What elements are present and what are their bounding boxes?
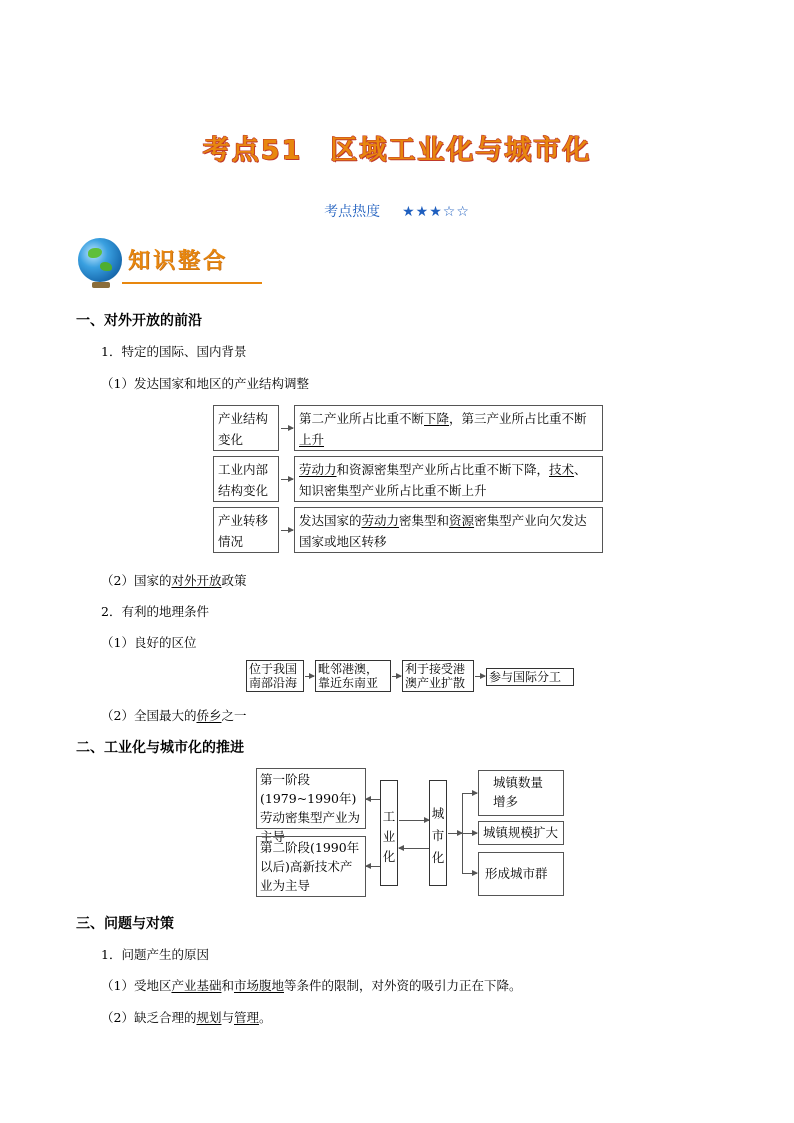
page-title bbox=[0, 128, 794, 167]
heat-stars: ★★★☆☆ bbox=[402, 204, 470, 220]
row3-content: 发达国家的劳动力密集型和资源密集型产业向欠发达国家或地区转移 bbox=[294, 507, 603, 553]
banner-underline bbox=[122, 282, 262, 284]
branch-arrow-3 bbox=[462, 873, 477, 874]
s1-sub1-1: （1）发达国家和地区的产业结构调整 bbox=[101, 376, 309, 391]
result-box-1: 城镇数量增多 bbox=[478, 770, 564, 816]
s1-sub1: 1．特定的国际、国内背景 bbox=[101, 344, 247, 359]
flow-step-2: 毗邻港澳，靠近东南亚 bbox=[315, 660, 391, 692]
row3-u1: 劳动力 bbox=[361, 513, 400, 528]
knowledge-banner bbox=[78, 238, 262, 288]
heat-label: 考点热度 bbox=[324, 204, 381, 220]
s1-sub2-1: （1）良好的区位 bbox=[101, 635, 197, 650]
row1-content: 第二产业所占比重不断下降，第三产业所占比重不断上升 bbox=[294, 405, 603, 451]
s3-sub1: 1．问题产生的原因 bbox=[101, 947, 209, 962]
flow-step-3: 利于接受港澳产业扩散 bbox=[402, 660, 474, 692]
result-box-3: 形成城市群 bbox=[478, 852, 564, 896]
row3-label: 产业转移情况 bbox=[213, 507, 279, 553]
row3-arrow bbox=[281, 530, 293, 531]
section1-heading: 一、对外开放的前沿 bbox=[76, 313, 202, 329]
title-main: 区域工业化与城市化 bbox=[330, 135, 592, 166]
s1-sub1-2: （2）国家的对外开放政策 bbox=[101, 573, 247, 588]
urbanization-box: 城市化 bbox=[429, 780, 447, 886]
flow-step-1: 位于我国南部沿海 bbox=[246, 660, 304, 692]
result-box-2: 城镇规模扩大 bbox=[478, 821, 564, 845]
flow-arrow-2 bbox=[392, 676, 401, 677]
heat-rating bbox=[0, 201, 794, 221]
stage1-box: 第一阶段(1979~1990年)劳动密集型产业为主导 bbox=[256, 768, 366, 829]
branch-arrow-1 bbox=[462, 793, 477, 794]
row3-u2: 资源 bbox=[449, 513, 475, 528]
row2-u2: 技术 bbox=[549, 462, 575, 477]
s3-reason1: （1）受地区产业基础和市场腹地等条件的限制，对外资的吸引力正在下降。 bbox=[101, 978, 522, 993]
row1-arrow bbox=[281, 428, 293, 429]
title-prefix: 考点51 bbox=[202, 135, 303, 166]
row1-label: 产业结构变化 bbox=[213, 405, 279, 451]
section2-heading: 二、工业化与城市化的推进 bbox=[76, 740, 244, 756]
s1-sub2: 2．有利的地理条件 bbox=[101, 604, 209, 619]
row2-arrow bbox=[281, 479, 293, 480]
row2-content: 劳动力和资源密集型产业所占比重不断下降，技术、知识密集型产业所占比重不断上升 bbox=[294, 456, 603, 502]
stage2-box: 第二阶段(1990年以后)高新技术产业为主导 bbox=[256, 836, 366, 897]
ind-to-urb-arrow bbox=[399, 820, 429, 821]
industrialization-box: 工业化 bbox=[380, 780, 398, 886]
row1-u1: 下降 bbox=[424, 411, 450, 426]
stage1-arrow bbox=[366, 799, 380, 800]
flow-arrow-3 bbox=[475, 676, 485, 677]
row2-u1: 劳动力 bbox=[299, 462, 337, 477]
branch-arrow-2 bbox=[462, 833, 477, 834]
banner-label: 知识整合 bbox=[128, 249, 229, 274]
flow-arrow-1 bbox=[305, 676, 314, 677]
urb-to-ind-arrow bbox=[399, 848, 429, 849]
stage2-arrow bbox=[366, 866, 380, 867]
flow-step-4: 参与国际分工 bbox=[486, 668, 574, 686]
section3-heading: 三、问题与对策 bbox=[76, 916, 174, 932]
row1-u2: 上升 bbox=[299, 432, 325, 447]
urb-branch-stem bbox=[448, 833, 462, 834]
globe-icon bbox=[78, 238, 122, 282]
s1-sub2-2: （2）全国最大的侨乡之一 bbox=[101, 708, 247, 723]
s3-reason2: （2）缺乏合理的规划与管理。 bbox=[101, 1010, 272, 1025]
row2-label: 工业内部结构变化 bbox=[213, 456, 279, 502]
